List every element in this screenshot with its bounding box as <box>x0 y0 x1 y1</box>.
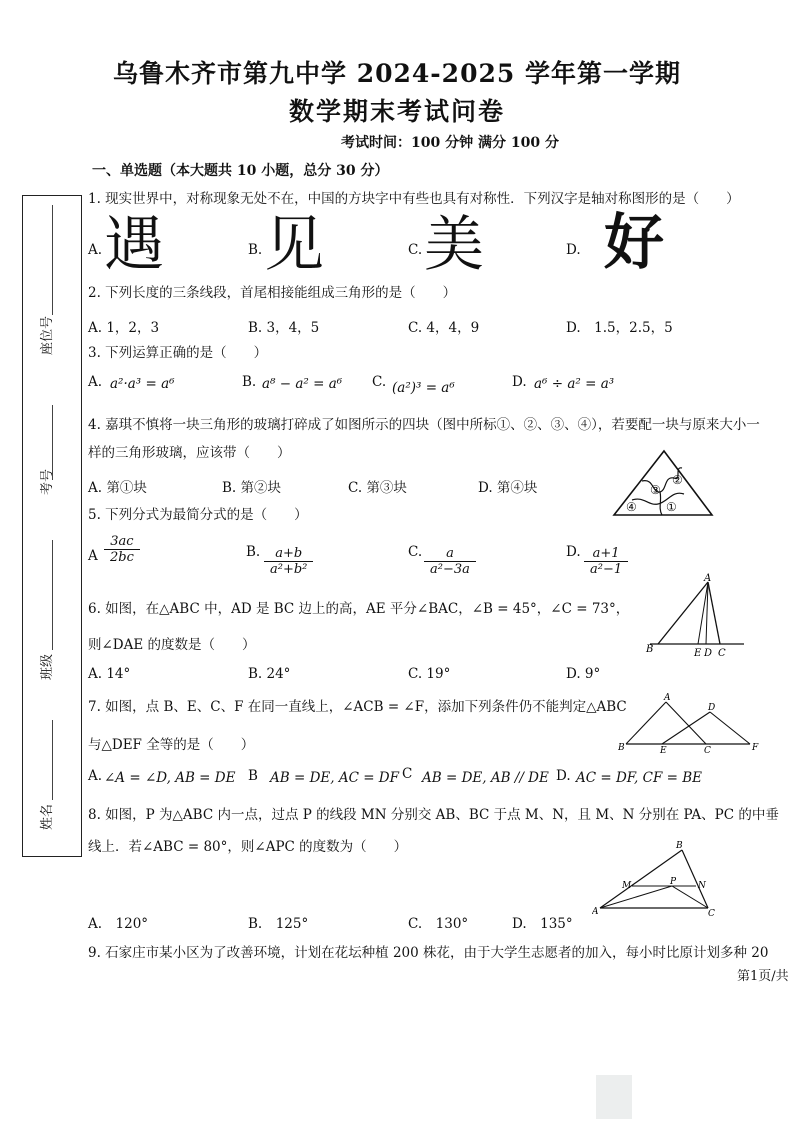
q8-option-c: C. 130° <box>408 916 469 932</box>
q5-option-d-numerator: a+1 <box>584 546 628 562</box>
q3-option-d-label: D. <box>512 374 527 390</box>
q3-option-b: a⁸ − a² = a⁶ <box>262 376 343 392</box>
q3-option-b-label: B. <box>242 374 257 390</box>
q7-label-f: F <box>752 743 759 753</box>
q5-option-a-numerator: 3ac <box>104 534 140 550</box>
exam-title-line2: 数学期末考试问卷 <box>288 97 505 126</box>
q5-option-d-fraction <box>584 546 628 577</box>
q6-side-ac <box>708 582 720 644</box>
q7-option-c: AB = DE, AB // DE <box>422 770 549 786</box>
q4-option-d: D. 第④块 <box>478 480 538 496</box>
q4-fig-label-1: ① <box>666 500 677 514</box>
q3-stem: 3. 下列运算正确的是（ ） <box>88 345 268 361</box>
q8-option-a: A. 120° <box>88 916 149 932</box>
q7-option-d-label: D. <box>556 768 571 784</box>
q7-option-d: AC = DF, CF = BE <box>576 770 703 786</box>
q6-label-c: C <box>718 648 726 659</box>
q4-fig-label-4: ④ <box>626 500 637 514</box>
seat-label: 座位号 <box>40 315 55 355</box>
section-title: 一、单选题（本大题共 10 小题，总分 30 分） <box>92 163 389 179</box>
q5-option-c-label: C. <box>408 544 423 560</box>
q3-option-c: (a²)³ = a⁶ <box>392 380 455 396</box>
q4-stem-line2: 样的三角形玻璃，应该带（ ） <box>88 445 291 461</box>
scan-smudge <box>596 1075 632 1119</box>
q8-side-bc <box>682 850 708 908</box>
q3-option-a: a²·a³ = a⁶ <box>110 376 175 392</box>
q6-option-c: C. 19° <box>408 666 451 682</box>
q5-option-a-fraction <box>104 534 140 565</box>
class-line <box>52 540 53 650</box>
name-line <box>52 720 53 800</box>
q4-stem-line1: 4. 嘉琪不慎将一块三角形的玻璃打碎成了如图所示的四块（图中所标①、②、③、④），若要配一块与原来大小一 <box>88 417 760 433</box>
q7-triangles-figure <box>618 690 760 754</box>
q7-side-df <box>710 712 750 744</box>
q8-stem-line1: 8. 如图，P 为△ABC 内一点，过点 P 的线段 MN 分别交 AB、BC 于点 M、N，且 M、N 分别在 PA、PC 的中垂 <box>88 807 779 823</box>
q8-option-b: B. 125° <box>248 916 309 932</box>
q1-option-d-label: D. <box>566 242 581 258</box>
q5-option-c-numerator: a <box>424 546 476 562</box>
q8-triangle-figure <box>592 838 720 920</box>
q5-option-c-denominator: a²−3a <box>430 562 470 577</box>
exam-title-line1: 乌鲁木齐市第九中学 2024-2025 学年第一学期 <box>113 59 681 88</box>
q5-option-b-denominator: a²+b² <box>270 562 308 577</box>
q4-option-a: A. 第①块 <box>88 480 147 496</box>
q1-option-c-char: 美 <box>424 210 484 280</box>
q8-stem-line2: 线上．若∠ABC = 80°，则∠APC 的度数为（ ） <box>88 839 408 855</box>
q7-label-b: B <box>618 743 625 753</box>
q6-option-a: A. 14° <box>88 666 131 682</box>
q2-stem: 2. 下列长度的三条线段，首尾相接能组成三角形的是（ ） <box>88 285 457 301</box>
q5-option-d-denominator: a²−1 <box>590 562 623 577</box>
q1-stem: 1. 现实世界中，对称现象无处不在，中国的方块字中有些也具有对称性．下列汉字是轴对称图形的是（ ） <box>88 191 740 207</box>
q7-option-a-label: A. <box>88 768 103 784</box>
q2-option-d: D. 1.5，2.5，5 <box>566 320 673 336</box>
q7-side-ba <box>626 702 666 744</box>
q6-option-d: D. 9° <box>566 666 601 682</box>
q8-option-d: D. 135° <box>512 916 573 932</box>
q8-segment-ap <box>600 886 672 908</box>
q7-option-b-label: B <box>248 768 258 784</box>
seat-line <box>52 205 53 315</box>
q4-fig-label-2: ② <box>672 473 683 487</box>
q3-option-c-label: C. <box>372 374 387 390</box>
q6-option-b: B. 24° <box>248 666 291 682</box>
q1-option-b-label: B. <box>248 242 263 258</box>
q5-option-a-label: A <box>88 548 98 564</box>
q8-label-a: A <box>592 907 599 917</box>
q4-option-b: B. 第②块 <box>222 480 282 496</box>
q7-option-a: ∠A = ∠D, AB = DE <box>104 770 236 786</box>
q8-label-p: P <box>670 877 677 887</box>
q5-stem: 5. 下列分式为最简分式的是（ ） <box>88 507 308 523</box>
q7-side-ed <box>662 712 710 744</box>
q7-stem-line1: 7. 如图，点 B、E、C、F 在同一直线上，∠ACB = ∠F，添加下列条件仍不能判定△ABC <box>88 699 627 715</box>
q5-option-b-fraction <box>264 546 313 577</box>
q1-option-a-label: A. <box>88 242 103 258</box>
q4-broken-triangle-figure <box>612 448 714 520</box>
q8-label-m: M <box>622 881 632 891</box>
q5-option-b-label: B. <box>246 544 261 560</box>
q6-stem-line2: 则∠DAE 的度数是（ ） <box>88 637 256 653</box>
q8-label-n: N <box>698 881 706 891</box>
q4-option-c: C. 第③块 <box>348 480 407 496</box>
q5-option-d-label: D. <box>566 544 581 560</box>
q8-label-c: C <box>708 909 715 919</box>
q1-option-b-char: 见 <box>264 210 324 280</box>
q6-label-e: E <box>694 648 702 659</box>
q1-option-a-char: 遇 <box>104 210 164 280</box>
q7-option-c-label: C <box>402 766 413 782</box>
q7-label-a: A <box>664 693 671 703</box>
q1-option-c-label: C. <box>408 242 423 258</box>
q6-label-a: A <box>704 573 712 584</box>
name-label: 姓名 <box>40 803 55 830</box>
q5-option-b-numerator: a+b <box>264 546 313 562</box>
q6-label-b: B <box>646 644 654 655</box>
q9-stem: 9. 石家庄市某小区为了改善环境，计划在花坛种植 200 株花，由于大学生志愿者的加入，每小时比原计划多种 20 <box>88 945 769 961</box>
q6-triangle-figure <box>640 572 752 660</box>
q6-stem-line1: 6. 如图，在△ABC 中，AD 是 BC 边上的高，AE 平分∠BAC，∠B = 45°，∠C = 73°， <box>88 601 630 617</box>
q6-label-d: D <box>704 648 713 659</box>
page-number: 第1页/共 <box>737 969 789 984</box>
exam-no-label: 考号 <box>40 468 55 495</box>
q4-fig-label-3: ③ <box>650 483 661 497</box>
exam-info: 考试时间：100 分钟 满分 100 分 <box>341 135 559 151</box>
class-label: 班级 <box>40 653 55 680</box>
q1-option-d-char: 好 <box>604 208 664 278</box>
q7-stem-line2: 与△DEF 全等的是（ ） <box>88 737 255 753</box>
q7-option-b: AB = DE, AC = DF <box>270 770 399 786</box>
q3-option-d: a⁶ ÷ a² = a³ <box>534 376 615 392</box>
q7-label-e: E <box>660 746 667 754</box>
q2-option-a: A. 1，2，3 <box>88 320 160 336</box>
q5-option-c-fraction <box>424 546 476 577</box>
q2-option-c: C. 4，4，9 <box>408 320 480 336</box>
q5-option-a-denominator: 2bc <box>110 550 134 565</box>
q7-label-c: C <box>704 746 711 754</box>
q3-option-a-label: A. <box>88 374 103 390</box>
q6-side-ab <box>658 582 708 644</box>
q7-label-d: D <box>708 703 716 713</box>
q2-option-b: B. 3，4，5 <box>248 320 320 336</box>
q8-label-b: B <box>676 841 683 851</box>
